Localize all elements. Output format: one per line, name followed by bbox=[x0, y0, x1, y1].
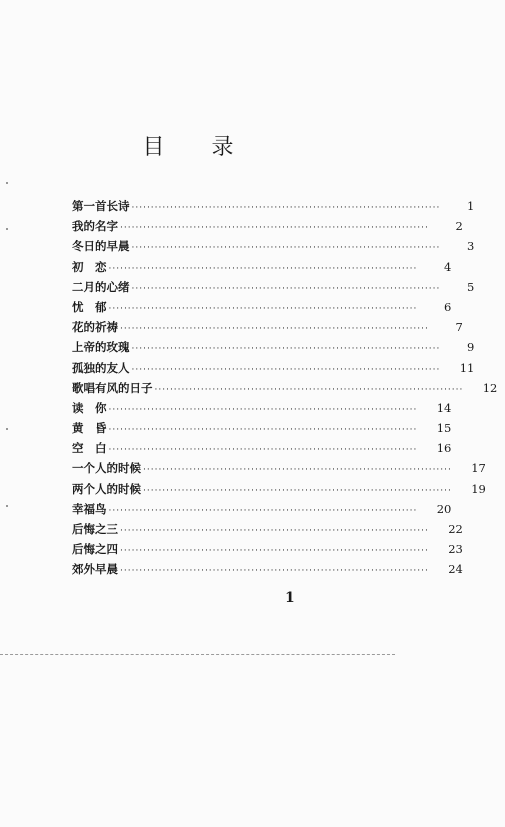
toc-entry-title: 郊外早晨 bbox=[72, 562, 118, 577]
toc-entry bbox=[72, 561, 463, 581]
toc-entry-title: 我的名字 bbox=[72, 219, 118, 234]
toc-entry bbox=[72, 218, 463, 238]
toc-entry-title: 忧 郁 bbox=[72, 299, 107, 314]
toc-entry-title: 初 恋 bbox=[72, 259, 107, 274]
table-of-contents bbox=[72, 198, 498, 582]
toc-entry-page: 23 bbox=[448, 542, 463, 557]
toc-entry-page: 12 bbox=[482, 380, 498, 395]
toc-dot-leader: ················································································ bbox=[120, 546, 429, 557]
toc-dot-leader: ················································································ bbox=[143, 465, 452, 476]
toc-entry-title: 两个人的时候 bbox=[72, 481, 141, 496]
toc-entry bbox=[72, 279, 475, 299]
toc-entry bbox=[72, 420, 452, 440]
toc-entry bbox=[72, 319, 463, 339]
toc-entry-page: 4 bbox=[444, 259, 452, 274]
toc-entry bbox=[72, 501, 452, 521]
toc-entry bbox=[72, 521, 463, 541]
toc-dot-leader: ················································································ bbox=[120, 526, 429, 536]
toc-entry-title: 第一首长诗 bbox=[72, 199, 130, 213]
toc-entry-title: 黄 昏 bbox=[72, 421, 107, 436]
toc-entry-page: 14 bbox=[436, 400, 452, 415]
toc-dot-leader: ················································································ bbox=[108, 445, 418, 456]
toc-entry bbox=[72, 400, 452, 420]
toc-entry-page: 9 bbox=[467, 340, 475, 355]
toc-entry-page: 22 bbox=[448, 522, 463, 536]
toc-entry-page: 20 bbox=[436, 501, 452, 516]
toc-entry-page: 17 bbox=[471, 461, 486, 476]
scan-divider bbox=[0, 654, 395, 655]
toc-entry-title: 歌唱有风的日子 bbox=[72, 380, 153, 395]
toc-entry-page: 15 bbox=[436, 421, 452, 436]
toc-dot-leader: ················································································ bbox=[108, 404, 418, 415]
page-title: 目 录 bbox=[142, 135, 254, 160]
toc-entry-title: 一个人的时候 bbox=[72, 461, 141, 476]
toc-entry bbox=[72, 339, 475, 359]
toc-dot-leader: ················································································ bbox=[108, 263, 418, 274]
toc-entry-title: 花的祈祷 bbox=[72, 320, 118, 335]
toc-entry bbox=[72, 360, 475, 380]
toc-dot-leader: ················································································ bbox=[131, 243, 441, 254]
toc-dot-leader: ················································································ bbox=[131, 364, 441, 375]
toc-dot-leader: ················································································ bbox=[131, 283, 441, 294]
toc-dot-leader: ················································································ bbox=[131, 344, 441, 355]
toc-entry-title: 二月的心绪 bbox=[72, 279, 130, 294]
toc-dot-leader: ················································································ bbox=[120, 566, 429, 577]
scan-speck bbox=[6, 228, 8, 230]
toc-dot-leader: ················································································ bbox=[131, 203, 441, 213]
toc-dot-leader: ················································································ bbox=[108, 303, 418, 314]
toc-entry-title: 冬日的早晨 bbox=[72, 239, 130, 254]
toc-entry bbox=[72, 440, 452, 460]
toc-entry-title: 孤独的友人 bbox=[72, 360, 130, 375]
toc-entry-page: 7 bbox=[455, 320, 463, 335]
toc-entry bbox=[72, 238, 475, 258]
toc-entry-page: 19 bbox=[471, 481, 486, 496]
toc-dot-leader: ················································································ bbox=[108, 425, 418, 436]
toc-entry-page: 3 bbox=[467, 239, 475, 254]
toc-entry-title: 后悔之四 bbox=[72, 542, 118, 557]
toc-entry-title: 读 你 bbox=[72, 400, 107, 415]
toc-entry-title: 空 白 bbox=[72, 441, 107, 456]
toc-entry-title: 幸福鸟 bbox=[72, 501, 107, 516]
toc-entry bbox=[72, 460, 486, 480]
toc-entry bbox=[72, 380, 498, 400]
toc-entry-page: 5 bbox=[467, 279, 475, 294]
page-number: 1 bbox=[285, 590, 295, 606]
scan-speck bbox=[6, 428, 8, 430]
toc-entry-page: 16 bbox=[436, 441, 452, 456]
toc-entry-page: 2 bbox=[455, 219, 463, 234]
toc-entry-page: 11 bbox=[459, 360, 475, 375]
toc-dot-leader: ················································································ bbox=[143, 485, 452, 496]
toc-dot-leader: ················································································ bbox=[120, 223, 429, 234]
scan-speck bbox=[6, 505, 8, 507]
toc-entry bbox=[72, 481, 486, 501]
toc-dot-leader: ················································································ bbox=[120, 324, 429, 335]
toc-entry bbox=[72, 541, 463, 561]
toc-entry bbox=[72, 259, 452, 279]
toc-dot-leader: ················································································ bbox=[154, 384, 464, 395]
toc-entry-title: 后悔之三 bbox=[72, 522, 118, 536]
toc-entry-page: 1 bbox=[467, 199, 475, 213]
toc-entry-page: 6 bbox=[444, 299, 452, 314]
toc-entry-page: 24 bbox=[448, 562, 463, 577]
toc-entry-title: 上帝的玫瑰 bbox=[72, 340, 130, 355]
toc-dot-leader: ················································································ bbox=[108, 505, 418, 516]
toc-entry bbox=[72, 198, 475, 218]
toc-entry bbox=[72, 299, 452, 319]
scan-speck bbox=[6, 182, 8, 184]
